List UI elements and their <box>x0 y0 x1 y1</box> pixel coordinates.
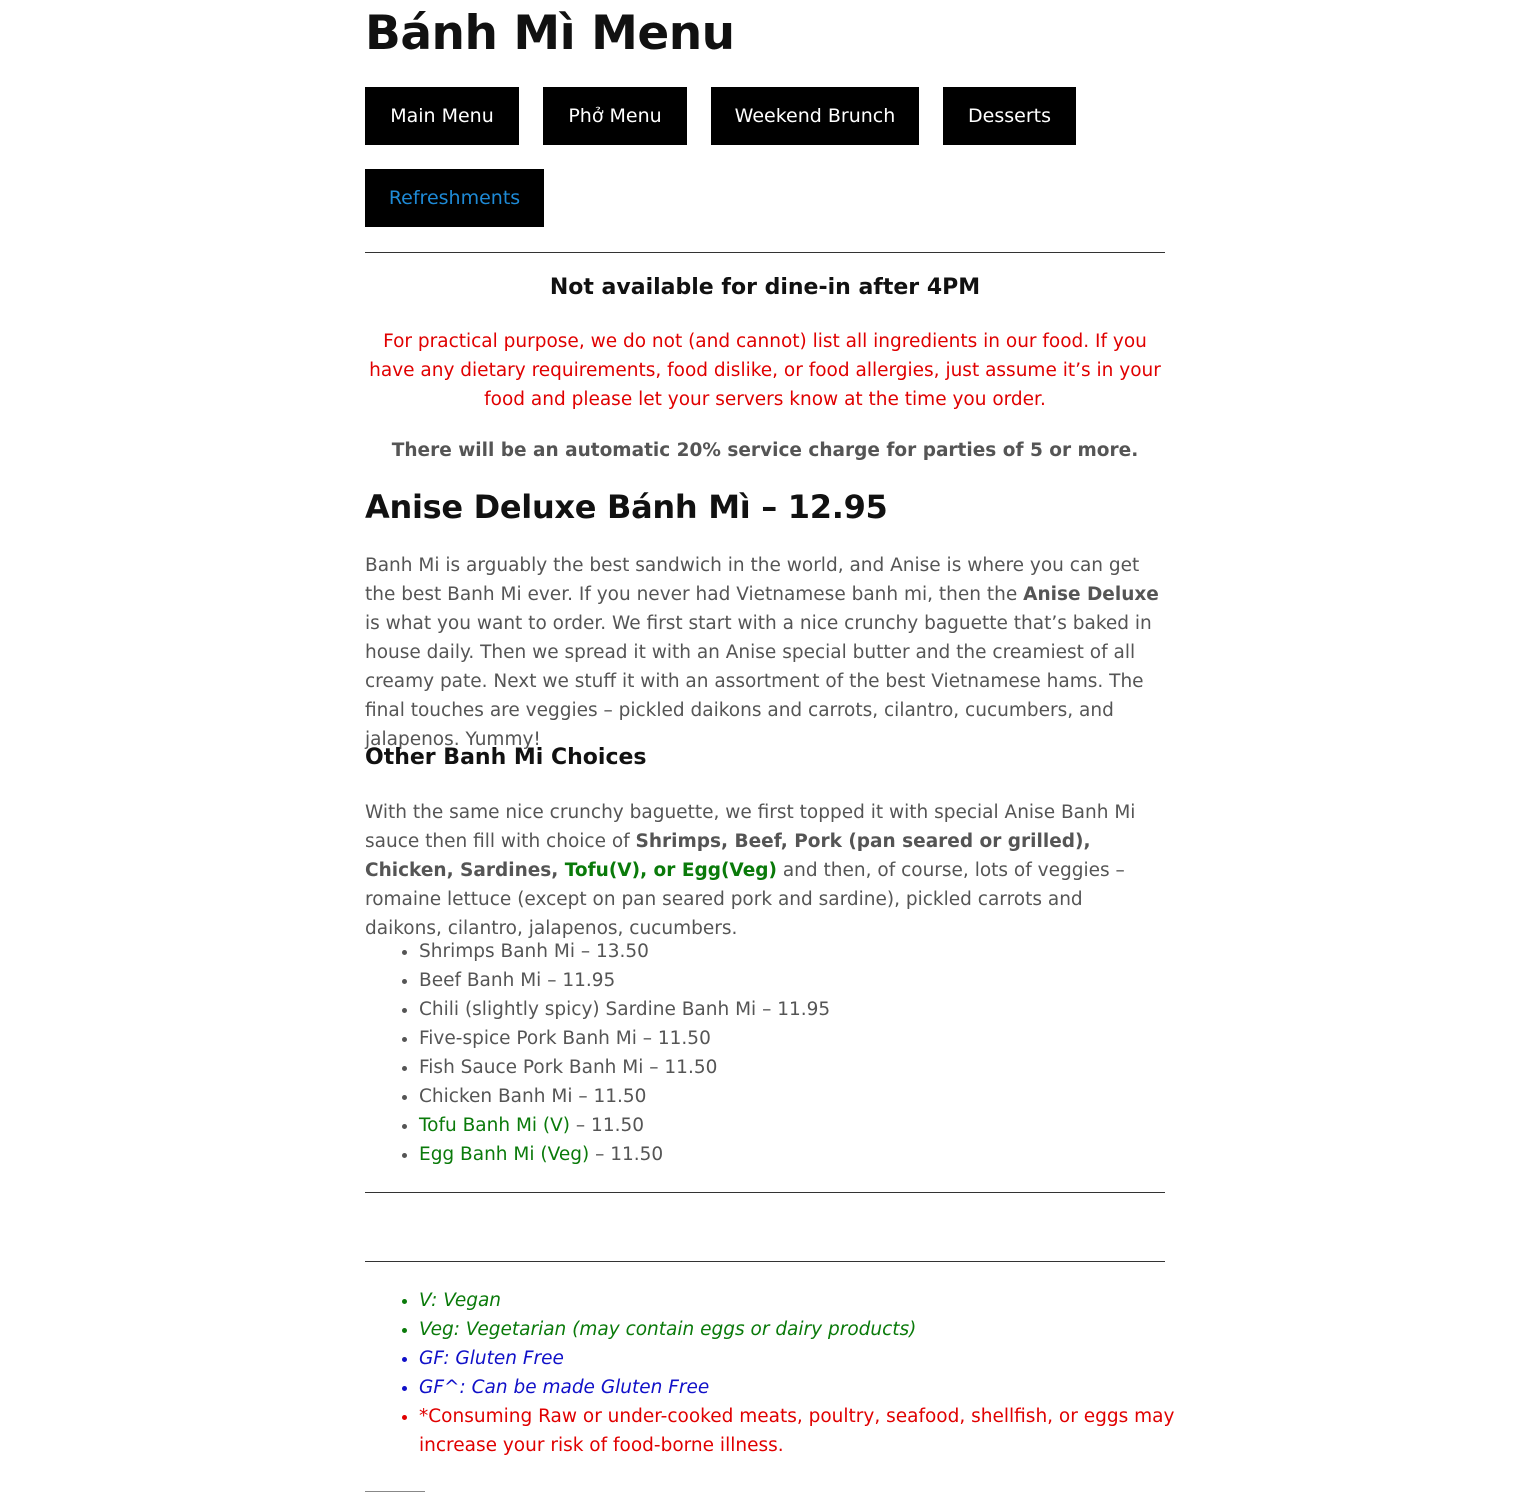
deluxe-text-2: is what you want to order. We first start with a nice crunchy baguette that’s baked in house daily. Then we spread it with an Anise special butter and the creamiest of all creamy pate. Next we stuff it with an assortment of the best Vietnamese hams. The final touches are veggies – pickled daikons and carrots, cilantro, cucumbers, and jalapenos. Yummy! <box>365 613 1152 750</box>
deluxe-name-bold: Anise Deluxe <box>1023 584 1159 605</box>
list-item: • Chili (slightly spicy) Sardine Banh Mi – 11.95 <box>419 995 1219 1024</box>
deluxe-heading: Anise Deluxe Bánh Mì – 12.95 <box>365 488 888 526</box>
deluxe-text-1: Banh Mi is arguably the best sandwich in the world, and Anise is where you can get the best Banh Mi ever. If you never had Vietnamese banh mi, then the <box>365 555 1140 605</box>
other-choices-heading: Other Banh Mi Choices <box>365 745 647 770</box>
tab-desserts[interactable]: Desserts <box>943 87 1076 145</box>
other-text-1: With the same nice crunchy baguette, we first topped it with special Anise Banh Mi sauce then fill with choice of <box>365 802 1136 852</box>
banh-mi-list <box>365 937 1219 1169</box>
other-choices-description <box>365 798 1165 943</box>
dine-in-notice: Not available for dine-in after 4PM <box>549 275 981 300</box>
vegetarian-item-name: Egg Banh Mi (Veg) <box>419 1144 590 1165</box>
other-text-2: and then, of course, lots of veggies – romaine lettuce (except on pan seared pork and sardine), pickled carrots and daikons, cilantro, jalapenos, cucumbers. <box>365 860 1125 939</box>
list-item <box>419 1140 1219 1169</box>
other-fillings-bold: Shrimps, Beef, Pork (pan seared or grilled), Chicken, Sardines, <box>365 831 1091 881</box>
tab-pho-menu[interactable]: Phở Menu <box>543 87 687 145</box>
page-title: Bánh Mì Menu <box>365 6 735 61</box>
list-item: • Five-spice Pork Banh Mi – 11.50 <box>419 1024 1219 1053</box>
short-divider <box>365 1491 425 1492</box>
deluxe-description <box>365 551 1165 754</box>
legend-vegetarian: • Veg: Vegetarian (may contain eggs or dairy products) <box>419 1315 1219 1344</box>
item-price: – 11.50 <box>589 1144 664 1165</box>
list-item: • Chicken Banh Mi – 11.50 <box>419 1082 1219 1111</box>
tab-main-menu[interactable]: Main Menu <box>365 87 519 145</box>
legend-can-be-gluten-free: • GF^: Can be made Gluten Free <box>419 1373 1219 1402</box>
list-item <box>419 1111 1219 1140</box>
legend-raw-food-warning: • *Consuming Raw or under-cooked meats, poultry, seafood, shellfish, or eggs may increase your risk of food-borne illness. <box>419 1402 1219 1460</box>
list-item: • Beef Banh Mi – 11.95 <box>419 966 1219 995</box>
tab-refreshments[interactable]: Refreshments <box>365 169 544 227</box>
legend-gluten-free: • GF: Gluten Free <box>419 1344 1219 1373</box>
legend-vegan: • V: Vegan <box>419 1286 1219 1315</box>
list-item: • Fish Sauce Pork Banh Mi – 11.50 <box>419 1053 1219 1082</box>
divider <box>365 1261 1165 1262</box>
divider <box>365 252 1165 253</box>
divider <box>365 1192 1165 1193</box>
dietary-legend <box>365 1286 1219 1460</box>
menu-tabs <box>365 87 1165 228</box>
ingredients-warning: For practical purpose, we do not (and cannot) list all ingredients in our food. If you have any dietary requirements, food dislike, or food allergies, just assume it’s in your food and please let your servers know at the time you order. <box>369 331 1161 410</box>
other-veg-fillings: Tofu(V), or Egg(Veg) <box>564 860 777 881</box>
vegan-item-name: Tofu Banh Mi (V) <box>419 1115 571 1136</box>
list-item: • Shrimps Banh Mi – 13.50 <box>419 937 1219 966</box>
service-charge-notice: There will be an automatic 20% service charge for parties of 5 or more. <box>391 440 1139 461</box>
item-price: – 11.50 <box>570 1115 645 1136</box>
tab-weekend-brunch[interactable]: Weekend Brunch <box>711 87 919 145</box>
